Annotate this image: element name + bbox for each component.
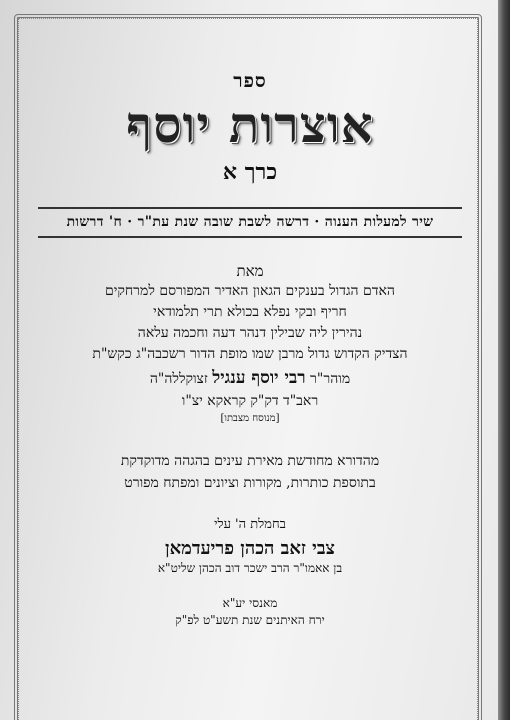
- book-title: אוצרות יוסף: [126, 95, 374, 154]
- sefer-label: ספר: [233, 70, 267, 92]
- editor-name: צבי זאב הכהן פריעדמאן: [165, 538, 335, 559]
- publication-date: ירח האיתנים שנת תשע"ט לפ"ק: [175, 613, 325, 627]
- contents-summary: שיר למעלות הענוה · דרשה לשבת שובה שנת עת"ר · ח' דרשות: [66, 214, 434, 230]
- divider-rule-bottom: [38, 236, 462, 238]
- author-name-line: [24, 366, 476, 391]
- publication-place: מאנסי יע"א: [222, 596, 278, 610]
- edition-line: מהדורא מחודשת מאירת עינים בהגהה מדוקדקת: [120, 453, 380, 469]
- author-role: ראב"ד דק"ק קראקא יצ"ו: [181, 393, 319, 409]
- from-label: מאת: [236, 262, 264, 280]
- help-label: בחמלת ה' עלי: [214, 517, 286, 532]
- edition-line: בתוספת כותרות, מקורות וציונים ומפתח מפורט: [124, 475, 376, 491]
- volume-label: כרך א: [222, 159, 278, 185]
- author-suffix: זצוקללה"ה: [149, 371, 208, 387]
- author-description-line: נהירין ליה שבילין דנהר דעה וחכמה עלאה: [137, 325, 363, 341]
- author-prefix: מוהר"ר: [310, 371, 351, 387]
- epitaph-note: [מנוסח מצבתו]: [220, 413, 280, 424]
- divider-rule-top: [38, 207, 462, 209]
- author-description-line: חריף ובקי נפלא בכולא תרי תלמודאי: [153, 304, 347, 320]
- author-name: רבי יוסף ענגיל: [212, 368, 306, 388]
- editor-father: בן אאמו"ר הרב ישכר דוב הכהן שליט"א: [157, 561, 343, 575]
- author-description-line: הצדיק הקדוש גדול מרבן שמו מופת הדור רשכבה"ג כקש"ת: [92, 346, 408, 362]
- page-edge-shadow: [498, 0, 510, 720]
- author-description-line: האדם הגדול בענקים הגאון האדיר המפורסם למרחקים: [104, 283, 395, 299]
- title-page-content: [24, 24, 476, 628]
